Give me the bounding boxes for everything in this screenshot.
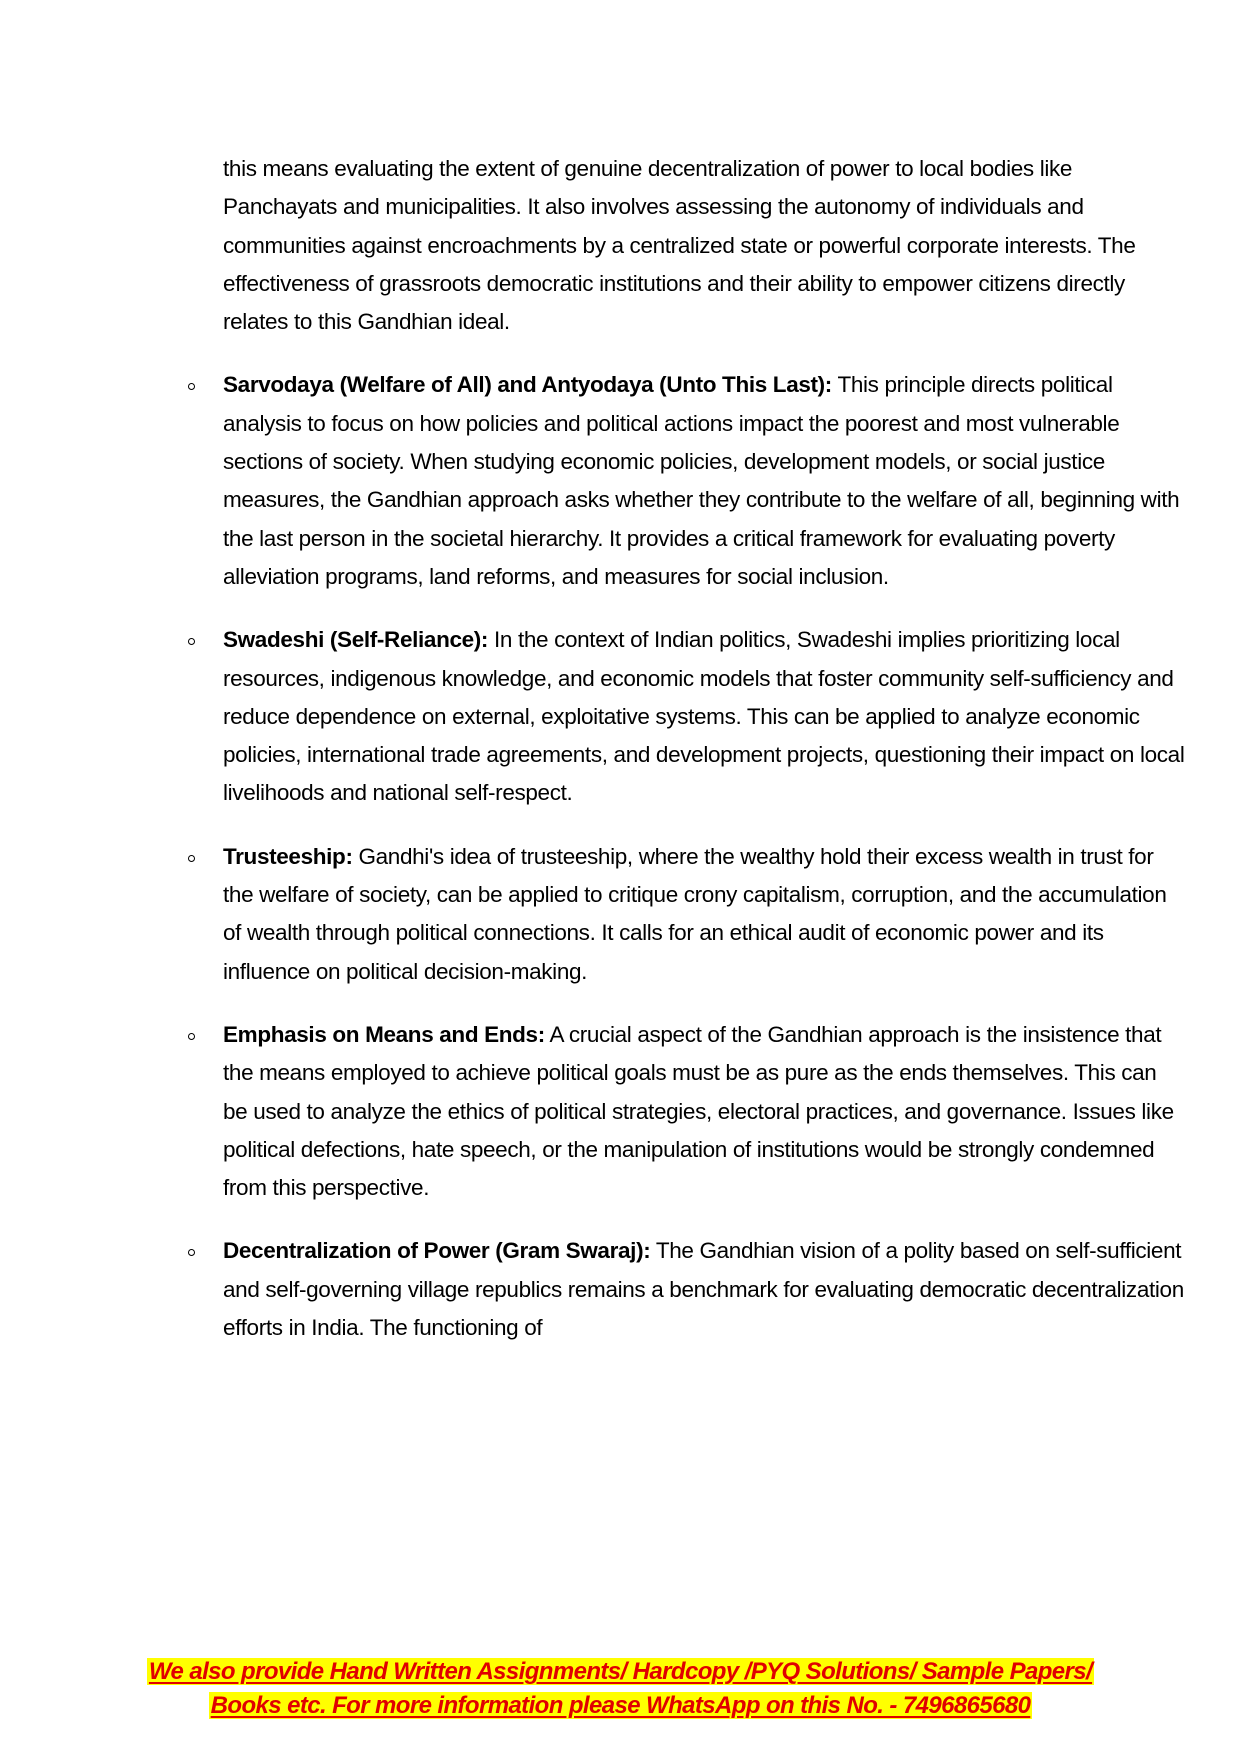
promo-footer	[0, 1655, 1241, 1723]
promo-footer-line-2: Books etc. For more information please WhatsApp on this No. - 7496865680	[210, 1692, 1031, 1719]
hollow-circle-bullet-icon	[188, 1249, 195, 1256]
intro-paragraph: this means evaluating the extent of genuine decentralization of power to local bodies like Panchayats and municipalities. It also involves assessing the autonomy of individuals and communities against encroachments by a centralized state or powerful corporate interests. The effectiveness of grassroots democratic institutions and their ability to empower citizens directly relates to this Gandhian ideal.	[223, 156, 1136, 335]
hollow-circle-bullet-icon	[188, 383, 195, 390]
hollow-circle-bullet-icon	[188, 1033, 195, 1040]
list-item-swadeshi	[223, 621, 1185, 812]
list-item-gram-swaraj	[223, 1232, 1185, 1347]
hollow-circle-bullet-icon	[188, 638, 195, 645]
hollow-circle-bullet-icon	[188, 855, 195, 862]
item-text: The Gandhian vision of a polity based on self-sufficient and self-governing village republics remains a benchmark for evaluating democratic decentralization efforts in India. The functioning of	[223, 1238, 1184, 1341]
item-text: This principle directs political analysis to focus on how policies and political actions impact the poorest and most vulnerable sections of society. When studying economic policies, development models, or social justice measures, the Gandhian approach asks whether they contribute to the welfare of all, beginning with the last person in the societal hierarchy. It provides a critical framework for evaluating poverty alleviation programs, land reforms, and measures for social inclusion.	[223, 372, 1180, 589]
item-text: A crucial aspect of the Gandhian approach is the insistence that the means employed to achieve political goals must be as pure as the ends themselves. This can be used to analyze the ethics of political strategies, electoral practices, and governance. Issues like political defections, hate speech, or the manipulation of institutions would be strongly condemned from this perspective.	[223, 1021, 1174, 1201]
item-term: Emphasis on Means and Ends:	[223, 1021, 545, 1047]
item-term: Trusteeship:	[223, 843, 353, 869]
item-text: Gandhi's idea of trusteeship, where the wealthy hold their excess wealth in trust for the welfare of society, can be applied to critique crony capitalism, corruption, and the accumulation of wealth through political connections. It calls for an ethical audit of economic power and its influence on political decision-making.	[223, 843, 1167, 984]
list-item-sarvodaya	[223, 366, 1185, 596]
promo-footer-line-1: We also provide Hand Written Assignments/ Hardcopy /PYQ Solutions/ Sample Papers/	[148, 1658, 1093, 1685]
item-text: In the context of Indian politics, Swadeshi implies prioritizing local resources, indigenous knowledge, and economic models that foster community self-sufficiency and reduce dependence on external, exploitative systems. This can be applied to analyze economic policies, international trade agreements, and development projects, questioning their impact on local livelihoods and national self-respect.	[223, 627, 1185, 806]
item-term: Decentralization of Power (Gram Swaraj):	[223, 1238, 651, 1264]
list-item-means-and-ends	[223, 1016, 1185, 1207]
item-term: Sarvodaya (Welfare of All) and Antyodaya (Unto This Last):	[223, 372, 832, 398]
item-term: Swadeshi (Self-Reliance):	[223, 627, 489, 653]
list-item-trusteeship	[223, 838, 1185, 991]
document-body	[223, 150, 1185, 1372]
